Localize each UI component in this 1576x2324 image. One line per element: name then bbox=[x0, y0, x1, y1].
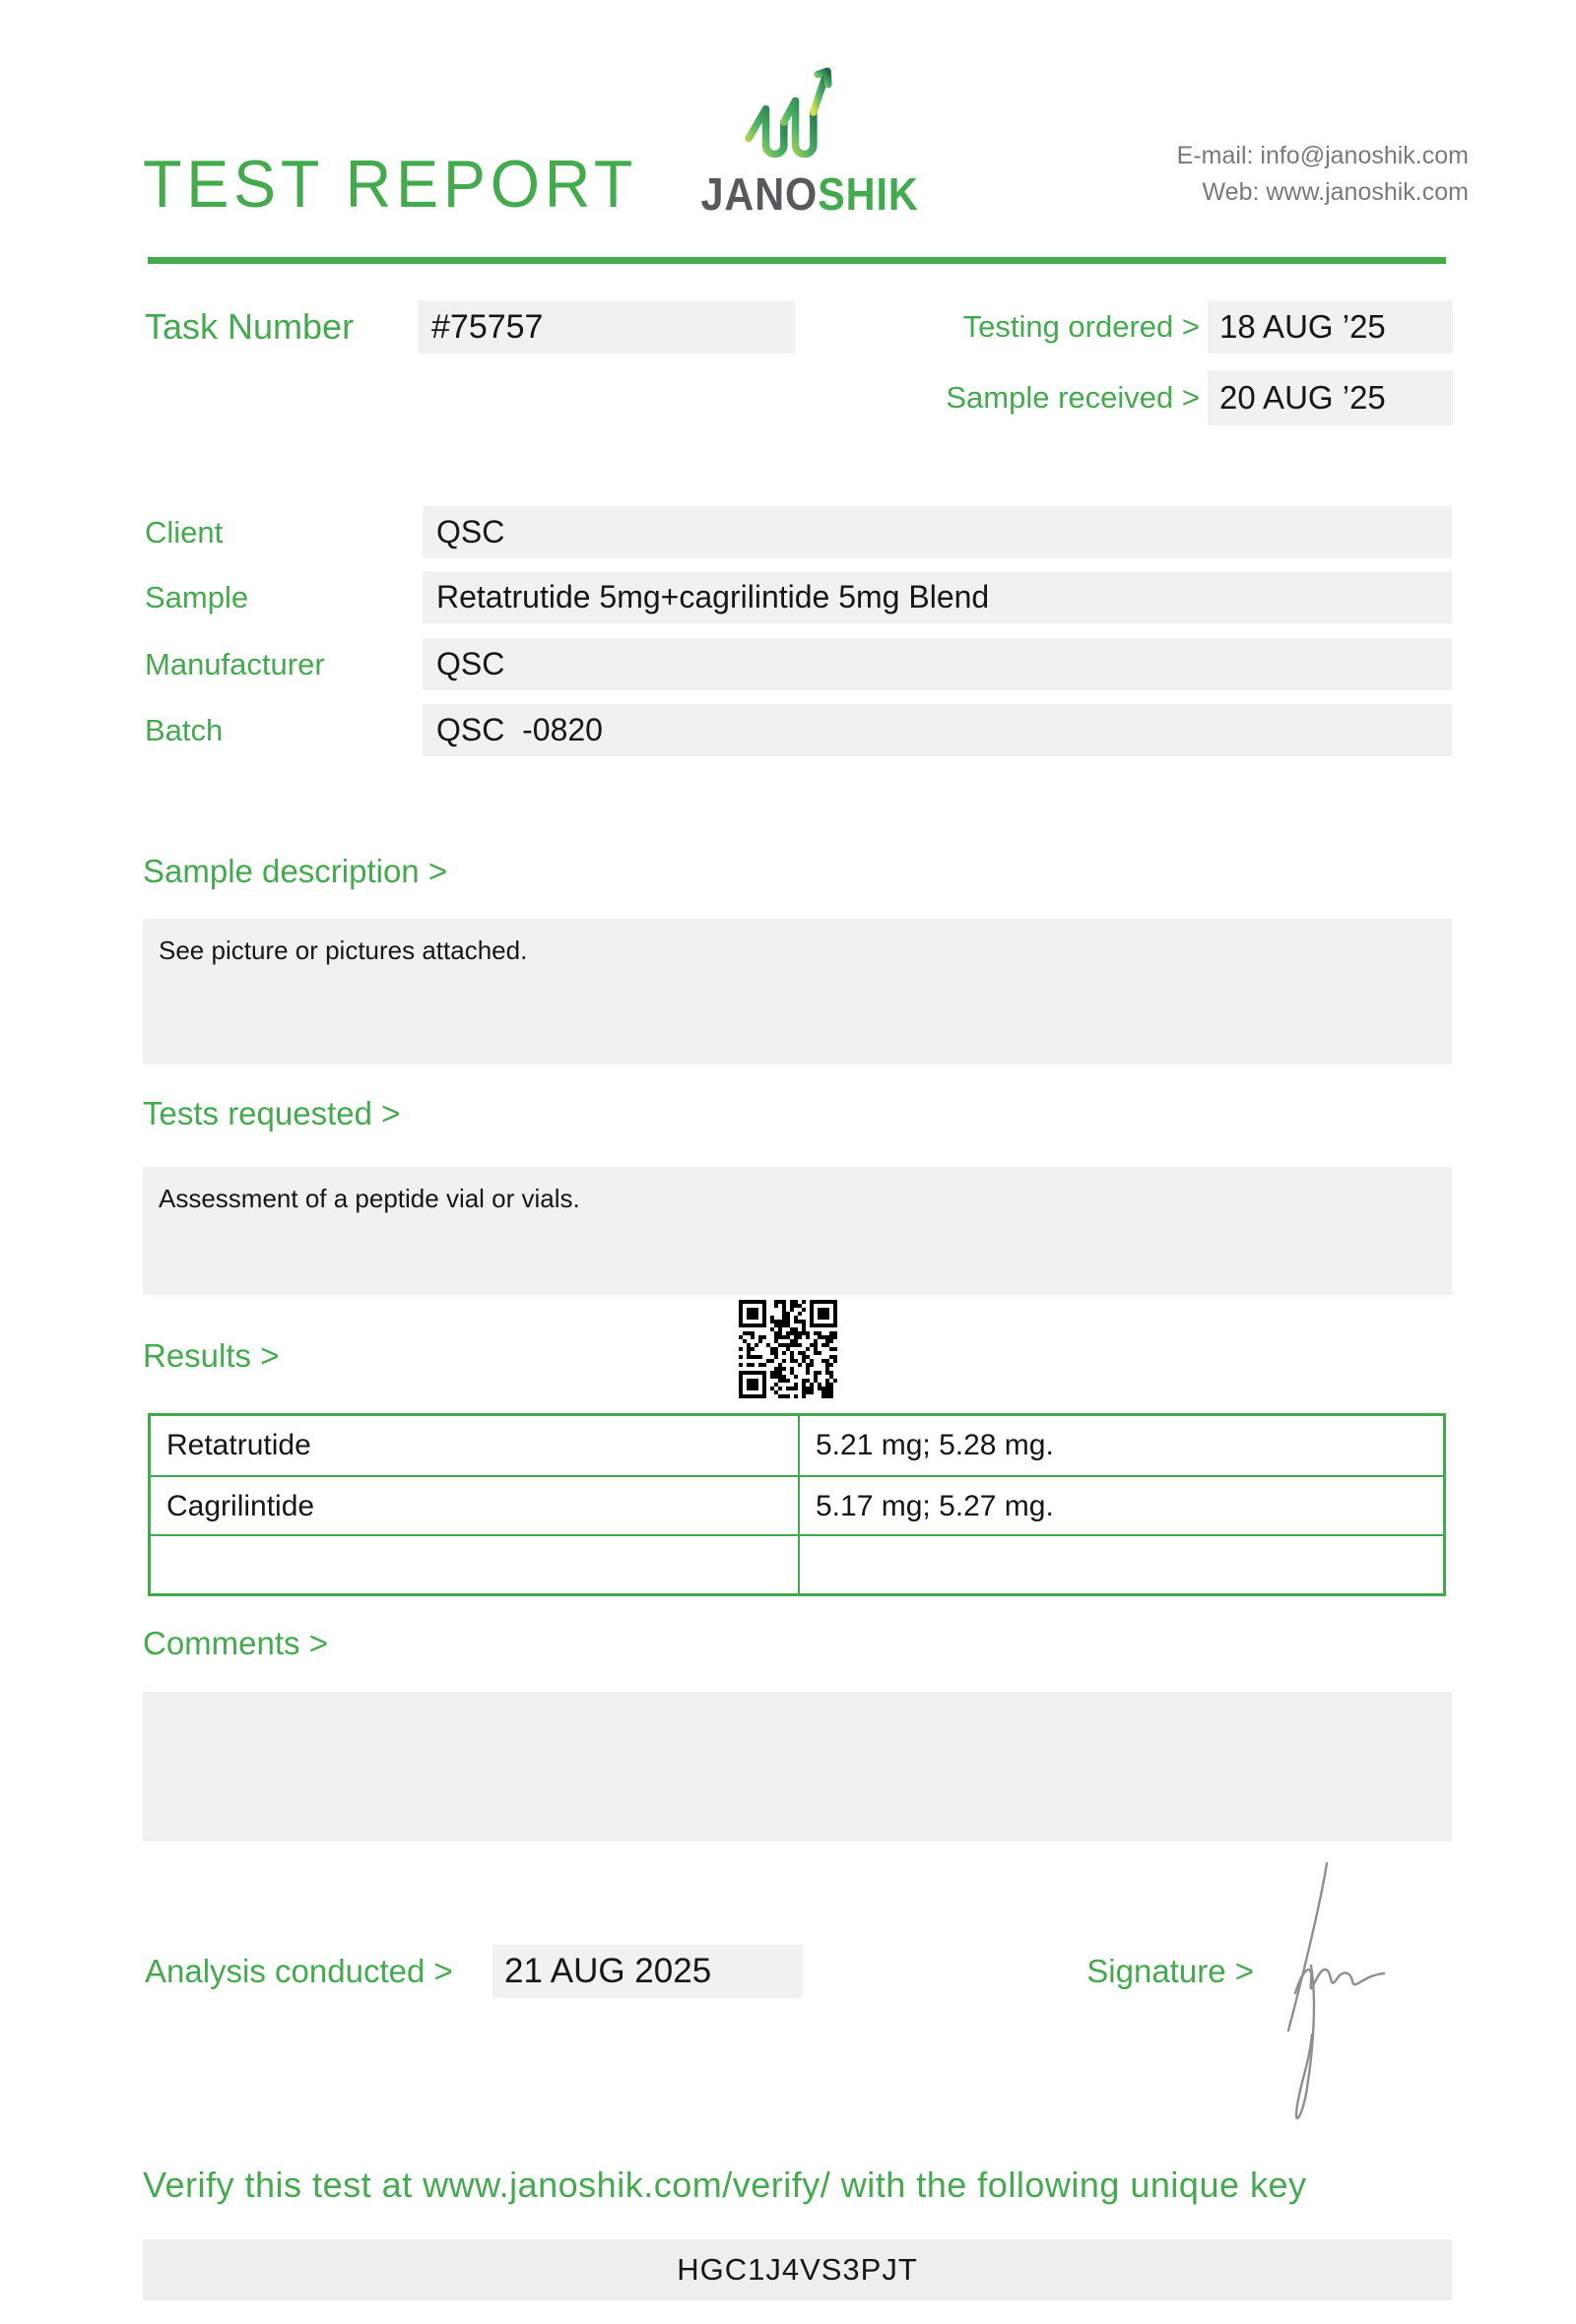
sample-received-value: 20 AUG ’25 bbox=[1208, 370, 1453, 425]
task-number-value: #75757 bbox=[418, 300, 795, 354]
brand-wordmark-gray: JANO bbox=[700, 168, 819, 220]
comments-heading: Comments > bbox=[143, 1625, 328, 1661]
contact-email: E-mail: info@janoshik.com bbox=[1176, 142, 1469, 169]
results-row-value: 5.21 mg; 5.28 mg. bbox=[798, 1416, 1443, 1475]
manufacturer-value: QSC bbox=[423, 638, 1452, 690]
results-row-name: Retatrutide bbox=[166, 1429, 311, 1461]
results-table bbox=[148, 1413, 1446, 1596]
page-title: TEST REPORT bbox=[143, 147, 638, 222]
tests-requested-heading: Tests requested > bbox=[143, 1095, 401, 1131]
logo-chart-icon bbox=[741, 63, 835, 161]
manufacturer-label: Manufacturer bbox=[145, 647, 325, 681]
results-row-value: 5.17 mg; 5.27 mg. bbox=[798, 1475, 1443, 1534]
task-number-label: Task Number bbox=[145, 306, 355, 347]
testing-ordered-value: 18 AUG ’25 bbox=[1208, 300, 1453, 354]
results-row-name: Cagrilintide bbox=[151, 1475, 798, 1534]
results-row-name bbox=[151, 1534, 798, 1593]
sample-label: Sample bbox=[145, 580, 249, 614]
contact-block bbox=[1177, 138, 1469, 211]
signature-label: Signature > bbox=[1086, 1953, 1254, 1989]
testing-ordered-label: Testing ordered > bbox=[962, 309, 1200, 344]
qr-code-icon bbox=[739, 1300, 837, 1398]
tests-requested-body: Assessment of a peptide vial or vials. bbox=[143, 1167, 1452, 1295]
sample-description-heading: Sample description > bbox=[143, 853, 448, 889]
batch-label: Batch bbox=[145, 713, 224, 747]
sample-received-label: Sample received > bbox=[946, 380, 1200, 415]
verify-key: HGC1J4VS3PJT bbox=[143, 2239, 1452, 2300]
comments-body bbox=[143, 1692, 1452, 1841]
analysis-conducted-label: Analysis conducted > bbox=[145, 1953, 453, 1989]
results-row-value bbox=[798, 1534, 1443, 1593]
results-heading: Results > bbox=[143, 1337, 280, 1374]
batch-value: QSC -0820 bbox=[423, 704, 1452, 756]
signature-mark-icon bbox=[1266, 1843, 1463, 2139]
header-divider bbox=[148, 257, 1446, 264]
client-value: QSC bbox=[423, 506, 1452, 558]
contact-web: Web: www.janoshik.com bbox=[1202, 178, 1469, 206]
verify-instruction: Verify this test at www.janoshik.com/verify/ with the following unique key bbox=[143, 2164, 1307, 2205]
client-label: Client bbox=[145, 515, 224, 549]
brand-wordmark-green: SHIK bbox=[818, 168, 919, 220]
sample-value: Retatrutide 5mg+cagrilintide 5mg Blend bbox=[423, 571, 1452, 623]
brand-wordmark bbox=[700, 167, 919, 221]
analysis-conducted-date: 21 AUG 2025 bbox=[492, 1945, 803, 1998]
sample-description-body: See picture or pictures attached. bbox=[143, 919, 1452, 1065]
